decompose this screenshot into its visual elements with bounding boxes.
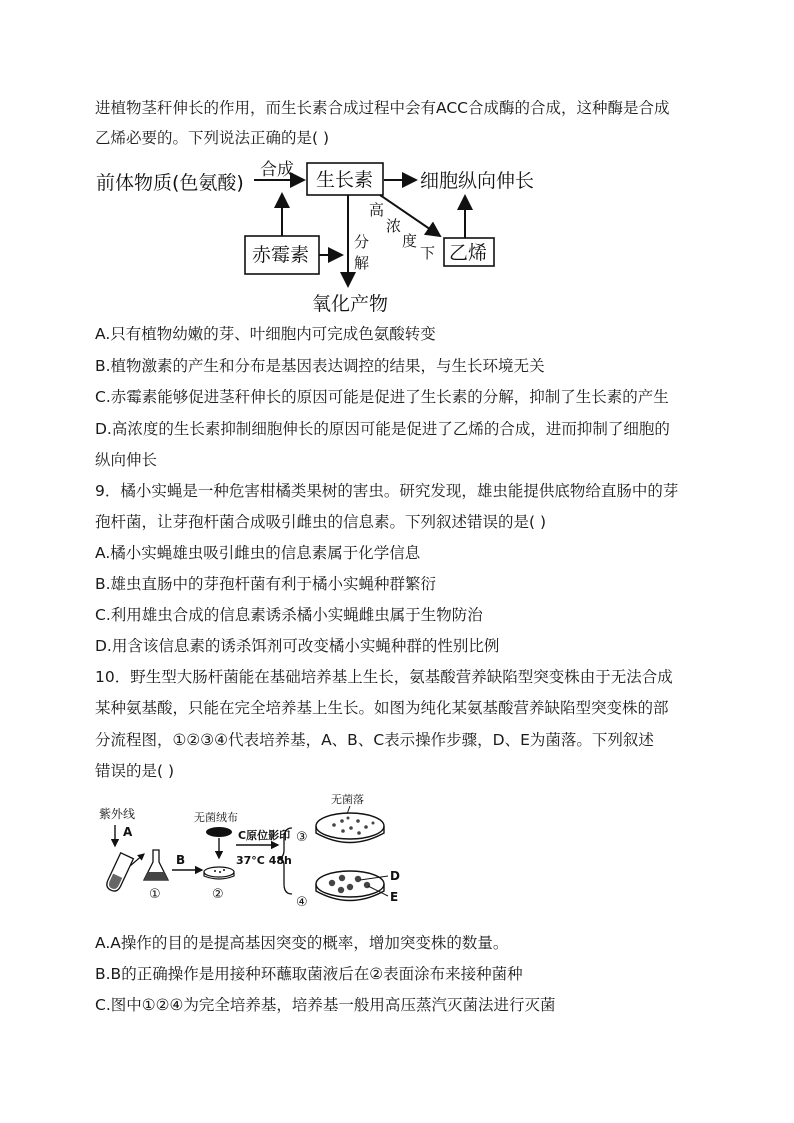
- decompose-label-1: 分: [354, 233, 370, 251]
- q8-option-a: A.只有植物幼嫩的芽、叶细胞内可完成色氨酸转变: [95, 325, 436, 343]
- q9-option-d: D.用含该信息素的诱杀饵剂可改变橘小实蝇种群的性别比例: [95, 637, 500, 655]
- q8-option-d-line-2: 纵向伸长: [95, 451, 158, 469]
- q9-stem-line-1: 9．橘小实蝇是一种危害柑橘类果树的害虫。研究发现，雄虫能提供底物给直肠中的芽: [95, 482, 679, 500]
- high-concentration-4: 下: [420, 244, 436, 262]
- q10-option-b: B.B的正确操作是用接种环蘸取菌液后在②表面涂布来接种菌种: [95, 965, 523, 983]
- q9-option-c: C.利用雄虫合成的信息素诱杀橘小实蝇雌虫属于生物防治: [95, 606, 483, 624]
- medium-2-label: ②: [212, 887, 224, 902]
- cell-elongation-label: 细胞纵向伸长: [420, 170, 535, 192]
- no-colony-label: 无菌落: [331, 793, 364, 806]
- flask-icon: [144, 850, 168, 880]
- q9-option-b: B.雄虫直肠中的芽孢杆菌有利于橘小实蝇种群繁衍: [95, 575, 437, 593]
- ethylene-label: 乙烯: [449, 242, 488, 264]
- q8-option-d-line-1: D.高浓度的生长素抑制细胞伸长的原因可能是促进了乙烯的合成，进而抑制了细胞的: [95, 420, 670, 438]
- uv-label: 紫外线: [99, 807, 136, 821]
- auxin-label: 生长素: [316, 169, 374, 191]
- step-c-label: C原位影印: [238, 829, 291, 842]
- q8-stem-line-2: 乙烯必要的。下列说法正确的是( ): [95, 129, 330, 147]
- plate-3: [316, 813, 384, 843]
- q8-option-c: C.赤霉素能够促进茎秆伸长的原因可能是促进了生长素的分解，抑制了生长素的产生: [95, 388, 669, 406]
- test-tube-icon: [105, 853, 134, 893]
- replica-plating-diagram: [96, 788, 426, 918]
- velvet-pad: [206, 827, 232, 837]
- medium-3-label: ③: [296, 830, 308, 845]
- step-b-label: B: [176, 853, 186, 867]
- q9-stem-line-2: 孢杆菌，让芽孢杆菌合成吸引雌虫的信息素。下列叙述错误的是( ): [95, 513, 547, 531]
- hormone-diagram: [90, 158, 560, 318]
- colony-e-label: E: [390, 890, 399, 904]
- plate-2: [204, 867, 234, 879]
- colony-d-label: D: [390, 869, 400, 883]
- oxidation-product-label: 氧化产物: [312, 293, 389, 315]
- q10-option-a: A.A操作的目的是提高基因突变的概率，增加突变株的数量。: [95, 934, 509, 952]
- q9-option-a: A.橘小实蝇雄虫吸引雌虫的信息素属于化学信息: [95, 544, 421, 562]
- q8-option-b: B.植物激素的产生和分布是基因表达调控的结果，与生长环境无关: [95, 357, 545, 375]
- high-concentration-2: 浓: [386, 217, 402, 235]
- q10-stem-line-1: 10．野生型大肠杆菌能在基础培养基上生长，氨基酸营养缺陷型突变株由于无法合成: [95, 668, 673, 686]
- q10-stem-line-2: 某种氨基酸，只能在完全培养基上生长。如图为纯化某氨基酸营养缺陷型突变株的部: [95, 699, 669, 717]
- high-concentration-3: 度: [402, 232, 418, 250]
- medium-1-label: ①: [149, 887, 161, 902]
- gibberellin-label: 赤霉素: [252, 244, 310, 266]
- high-concentration-1: 高: [369, 201, 385, 219]
- step-a-label: A: [123, 825, 133, 839]
- sterile-velvet-label: 无菌绒布: [194, 811, 238, 824]
- precursor-label: 前体物质(色氨酸): [96, 172, 244, 194]
- q10-stem-line-3: 分流程图，①②③④代表培养基，A、B、C表示操作步骤，D、E为菌落。下列叙述: [95, 731, 654, 749]
- synthesis-label: 合成: [260, 160, 294, 180]
- q10-stem-line-4: 错误的是( ): [95, 762, 175, 780]
- q10-option-c: C.图中①②④为完全培养基，培养基一般用高压蒸汽灭菌法进行灭菌: [95, 996, 556, 1014]
- decompose-label-2: 解: [354, 254, 370, 272]
- q8-stem-line-1: 进植物茎秆伸长的作用，而生长素合成过程中会有ACC合成酶的合成，这种酶是合成: [95, 99, 670, 117]
- medium-4-label: ④: [296, 895, 308, 910]
- plate-4: [316, 871, 384, 901]
- incubation-condition-label: 37°C 48h: [236, 854, 292, 867]
